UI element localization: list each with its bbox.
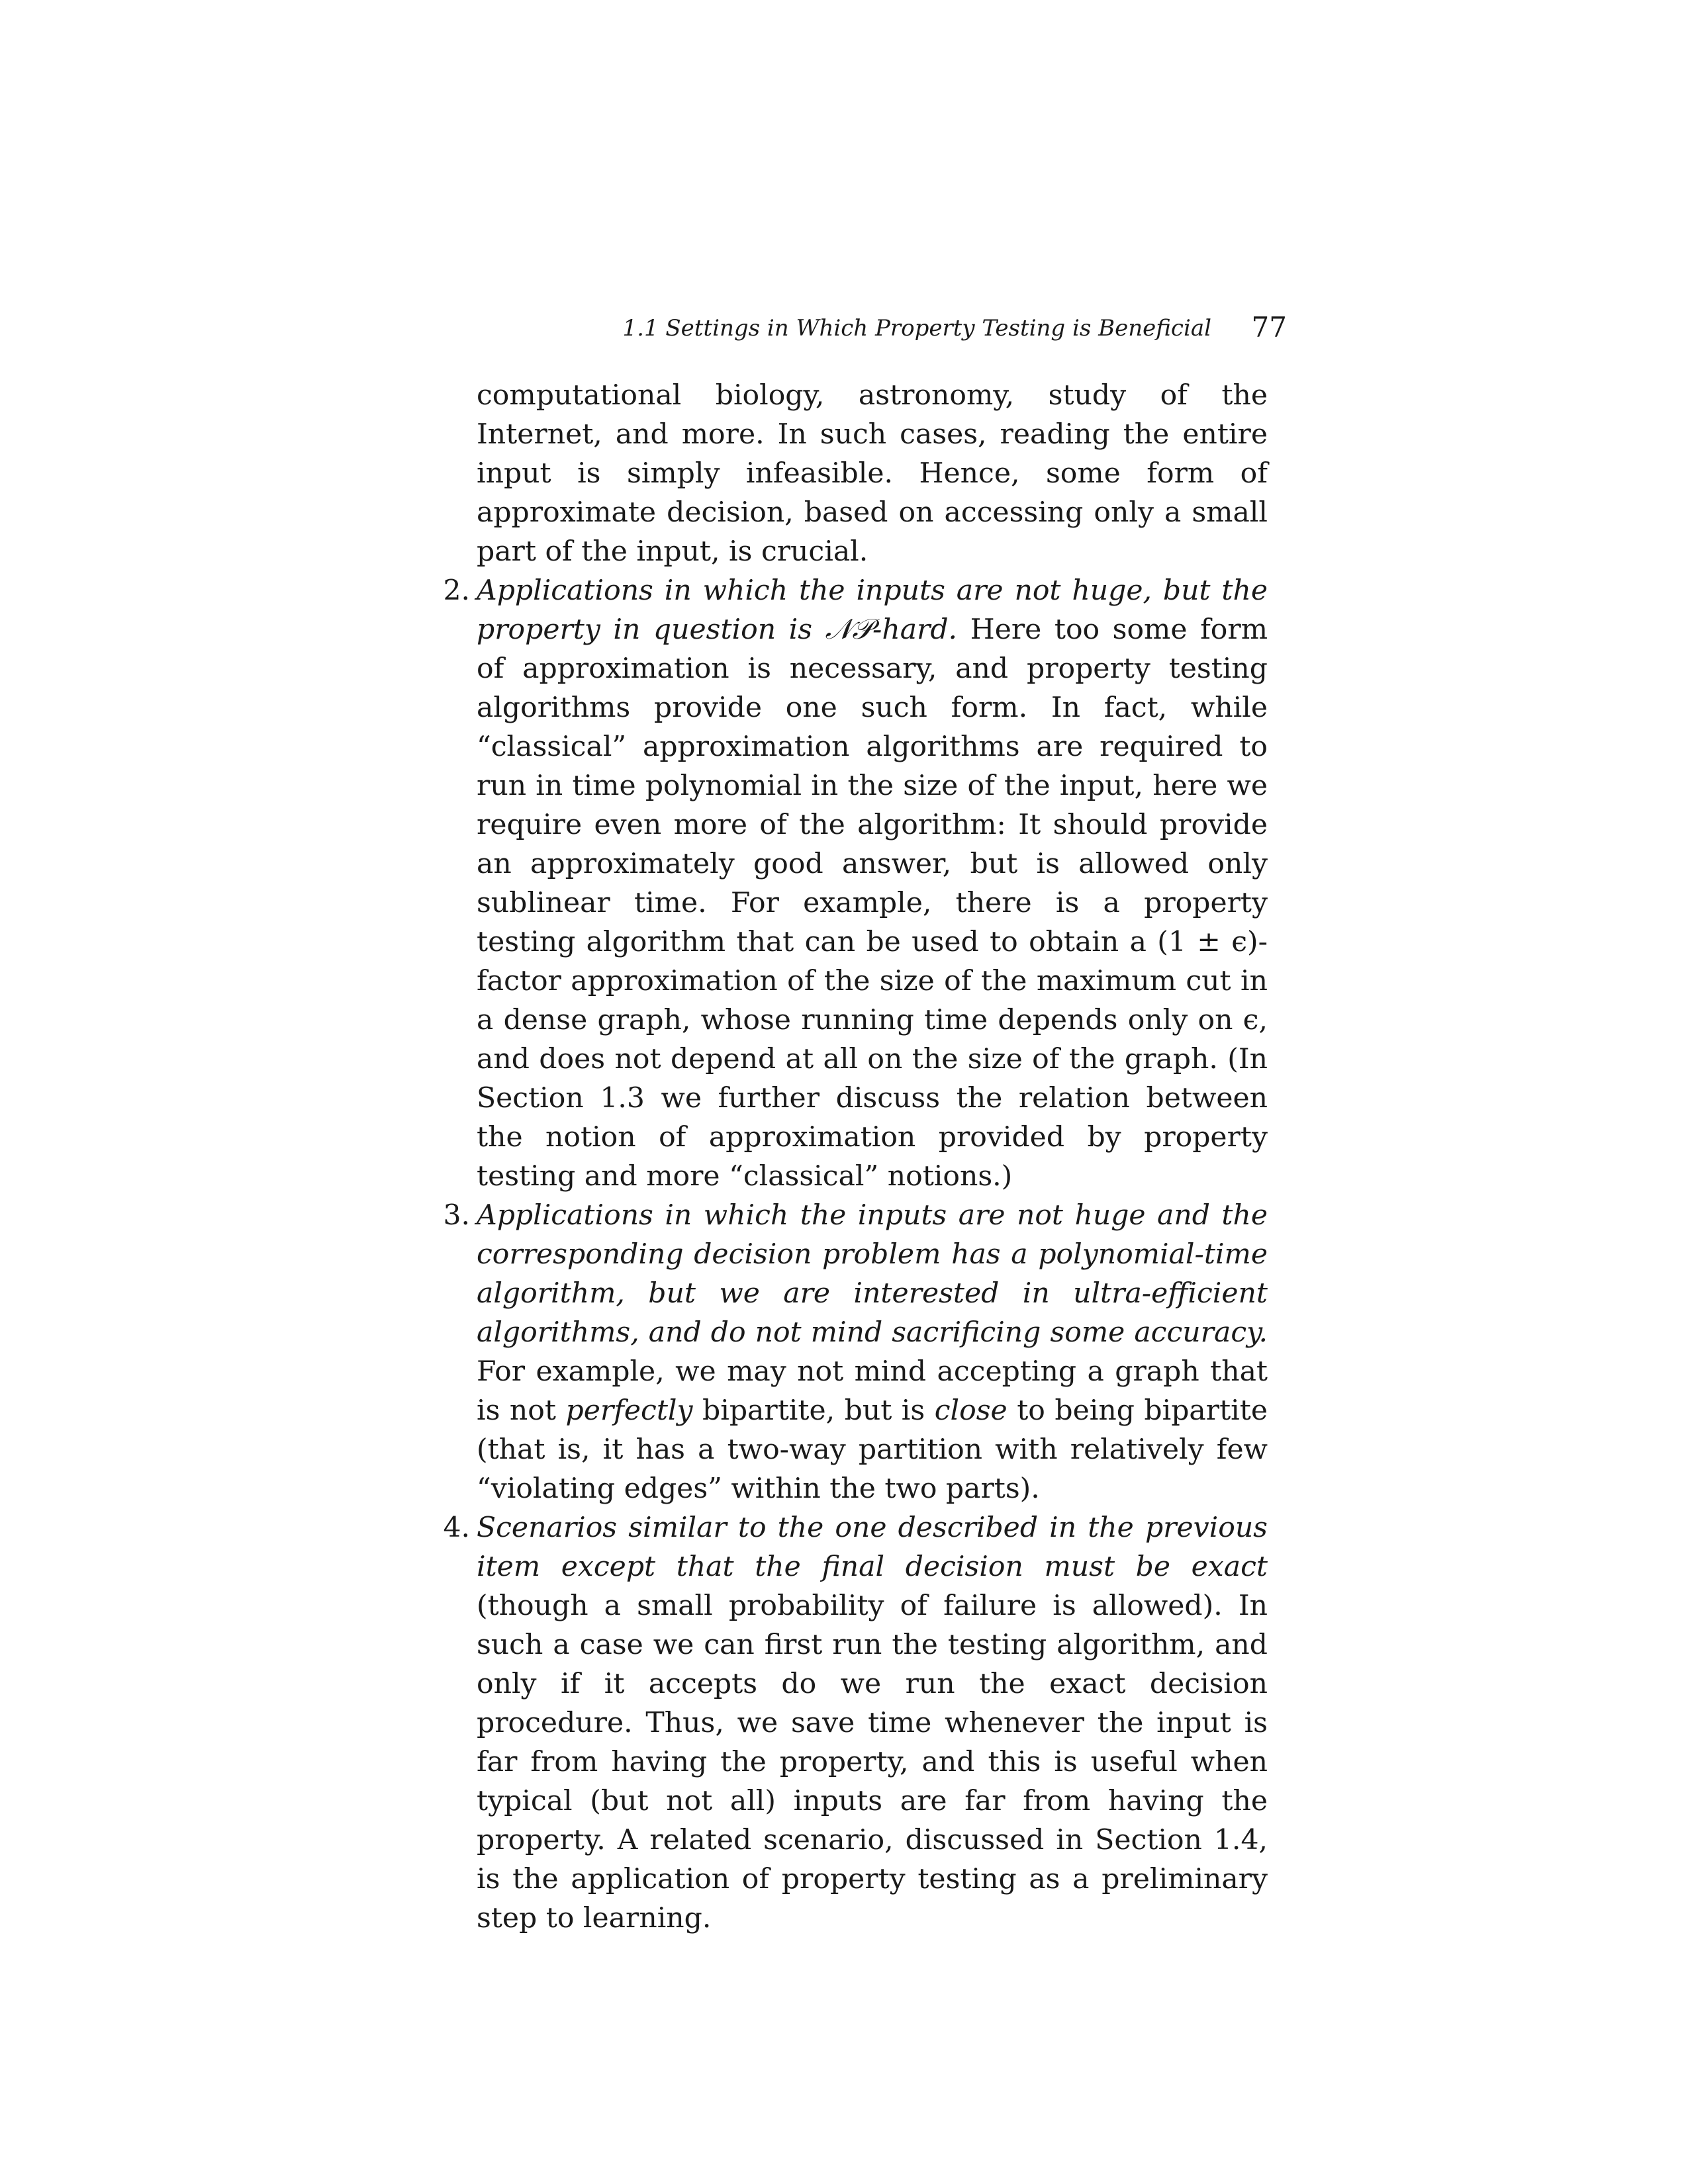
body-text [443, 376, 1268, 1938]
list-item [443, 1508, 1268, 1938]
item-body: For example, we may not mind accepting a graph that is not [477, 1355, 1268, 1427]
item-number: 3. [443, 1199, 470, 1232]
page-number: 77 [1251, 311, 1287, 343]
item-lead: Applications in which the inputs are not huge and the corresponding decision problem has a polynomial-time algorithm, but we are interested in ultra-efficient algorithms, and do not mind sacrificing some accuracy. [477, 1199, 1268, 1349]
item-body: bipartite, but is [692, 1394, 935, 1427]
emphasis: perfectly [565, 1394, 693, 1427]
item-body: to being bipartite (that is, it has a two-way partition with relatively few “violating edges” within the two parts). [477, 1394, 1268, 1505]
list-item [443, 571, 1268, 1196]
item-number: 4. [443, 1512, 470, 1544]
item-body: (though a small probability of failure is allowed). In such a case we can first run the testing algorithm, and only if it accepts do we run the exact decision procedure. Thus, we save time whenever the input is far from having the property, and this is useful when typical (but not all) inputs are far from having the property. A related scenario, discussed in Section 1.4, is the application of property testing as a preliminary step to learning. [477, 1590, 1268, 1934]
list-item [443, 1196, 1268, 1508]
item-body: Here too some form of approximation is necessary, and property testing algorithms provide one such form. In fact, while “classical” approximation algorithms are required to run in time polynomial in the size of the input, here we require even more of the algorithm: It should provide an approximately good answer, but is allowed only sublinear time. For example, there is a property testing algorithm that can be used to obtain a (1 ± ϵ)-factor approximation of the size of the maximum cut in a dense graph, whose running time depends only on ϵ, and does not depend at all on the size of the graph. (In Section 1.3 we further discuss the relation between the notion of approximation provided by property testing and more “classical” notions.) [477, 614, 1268, 1193]
running-title: 1.1 Settings in Which Property Testing is Beneficial [622, 315, 1211, 341]
item-lead: Applications in which the inputs are not huge, but the property in question is 𝒩𝒫-hard. [477, 574, 1268, 646]
item-number: 2. [443, 574, 470, 607]
emphasis: close [934, 1394, 1008, 1427]
continuation-paragraph: computational biology, astronomy, study of the Internet, and more. In such cases, reading the entire input is simply infeasible. Hence, some form of approximate decision, based on accessing only a small part of the input, is crucial. [477, 379, 1268, 568]
item-lead: Scenarios similar to the one described in the previous item except that the final decision must be exact [477, 1512, 1268, 1583]
page-header [477, 311, 1291, 351]
